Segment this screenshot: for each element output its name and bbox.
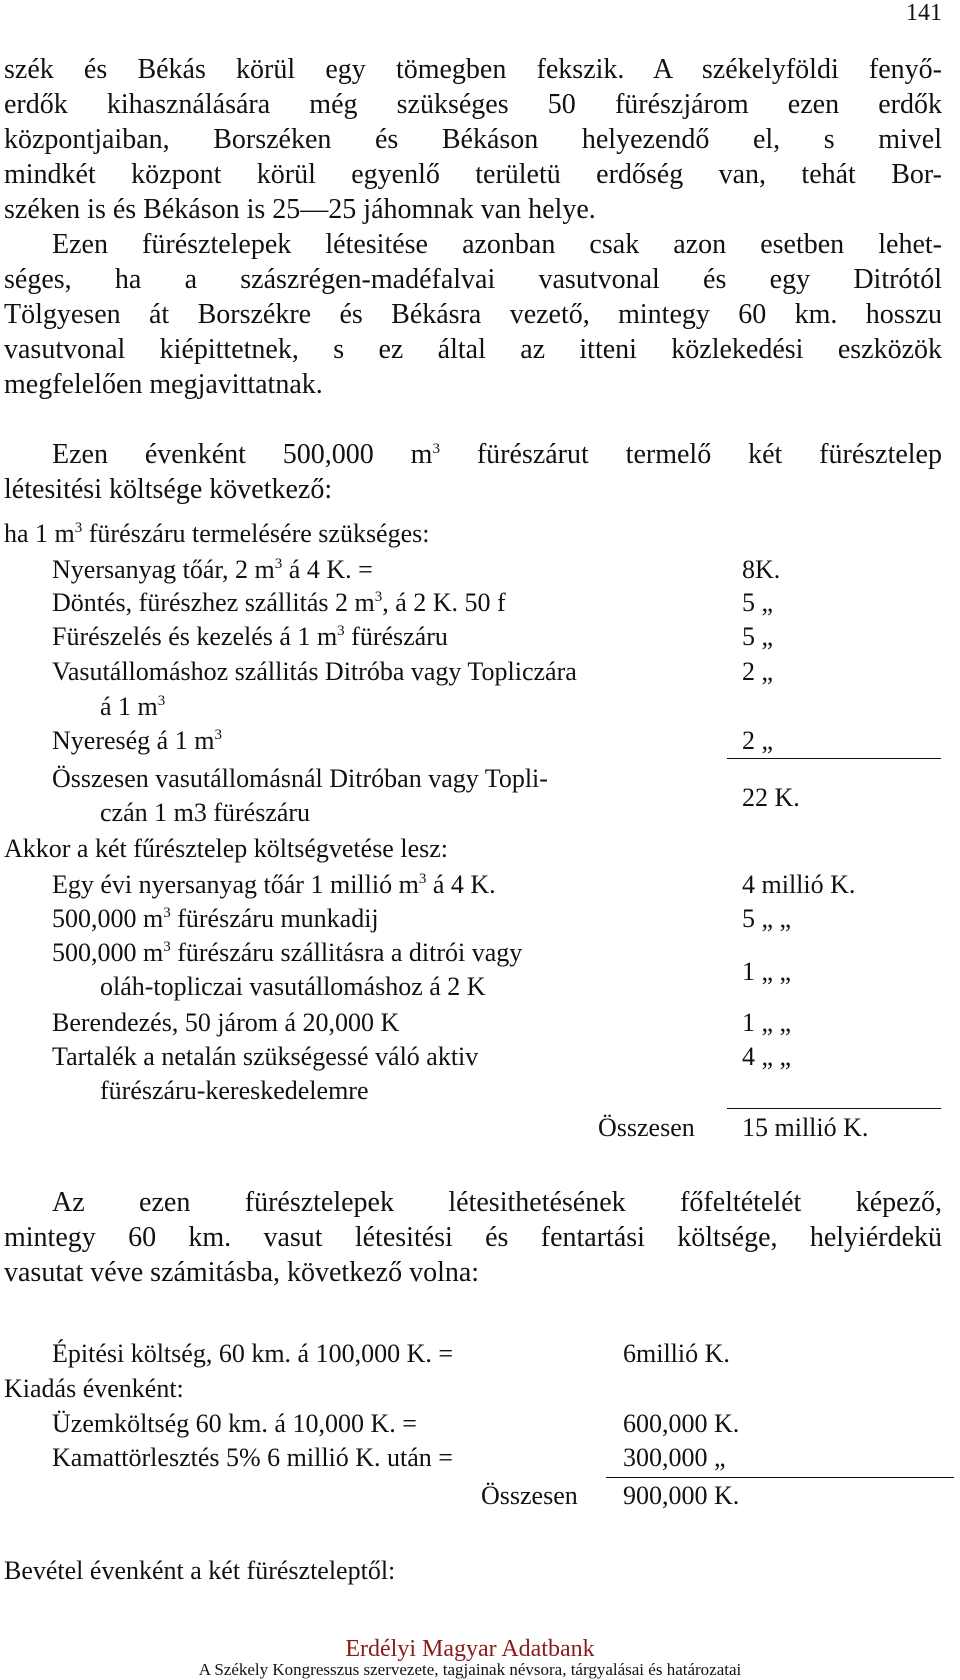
rail-interest-value: 300,000 „ xyxy=(623,1443,726,1472)
budget-row-label: 500,000 $m^3$ fürészáru szállitásra a ditrói vagy xyxy=(52,938,523,967)
rail-total-value: 900,000 K. xyxy=(623,1481,740,1510)
budget-row-label: oláh-topliczai vasutállomáshoz á 2 K xyxy=(100,972,486,1001)
cost-row-value: 5 „ xyxy=(742,588,774,617)
income-line: Bevétel évenként a két fürészteleptől: xyxy=(4,1556,396,1585)
text-line: központjaiban, Borszéken és Békáson helyezendő el, s mivel xyxy=(4,124,942,155)
text-line: Az ezen fürésztelepek létesithetésének főfeltételét képező, xyxy=(52,1187,942,1218)
budget-row-value: 4 „ „ xyxy=(742,1042,792,1071)
rail-build-value: 6millió K. xyxy=(623,1339,730,1368)
text-line: vasutvonal kiépittetnek, s ez által az itteni közlekedési eszközök xyxy=(4,334,942,365)
paragraph-1 xyxy=(4,52,942,227)
cost-row-label: Vasutállomáshoz szállitás Ditróba vagy Topliczára xyxy=(52,657,577,686)
budget-row-label: 500,000 $m^3$ fürészáru munkadij xyxy=(52,904,379,933)
text-line: séges, ha a szászrégen-madéfalvai vasutvonal és egy Ditrótól xyxy=(4,264,942,295)
text-line: vasutat véve számitásba, következő volna: xyxy=(4,1257,480,1288)
text-line: erdők kihasználására még szükséges 50 fürészjárom ezen erdők xyxy=(4,89,942,120)
text-line: megfelelően megjavittatnak. xyxy=(4,369,323,400)
text-line: létesitési költsége következő: xyxy=(4,474,333,505)
cost-row-label: á 1 $m^3$ xyxy=(100,692,166,721)
cost-row-label: Döntés, fürészhez szállitás 2 $m^3$, á 2 K. 50 f xyxy=(52,588,506,617)
cost-row-label: Nyereség á 1 $m^3$ xyxy=(52,726,222,755)
sum-rule xyxy=(606,1477,954,1478)
cost-row-value: 2 „ xyxy=(742,657,774,686)
rail-build-label: Épitési költség, 60 km. á 100,000 K. = xyxy=(52,1339,454,1368)
footer-subtitle: A Székely Kongresszus szervezete, tagjainak névsora, tárgyalásai és határozatai xyxy=(198,1660,742,1679)
rail-yearly-label: Kiadás évenként: xyxy=(4,1374,184,1403)
cost-table-intro: ha 1 $m^3$ fürészáru termelésére szükséges: xyxy=(4,519,430,548)
cost-row-value: 5 „ xyxy=(742,622,774,651)
budget-row-value: 1 „ „ xyxy=(742,957,792,986)
text-line: mintegy 60 km. vasut létesitési és fentartási költsége, helyiérdekü xyxy=(4,1222,942,1253)
cost-row-value: 8K. xyxy=(742,555,781,584)
budget-row-value: 5 „ „ xyxy=(742,904,792,933)
paragraph-4 xyxy=(4,1185,942,1290)
page-number: 141 xyxy=(906,0,942,26)
budget-row-label: fürészáru-kereskedelemre xyxy=(100,1076,369,1105)
budget-row-value: 1 „ „ xyxy=(742,1008,792,1037)
rail-op-value: 600,000 K. xyxy=(623,1409,740,1438)
cost-row-label: Nyersanyag tőár, 2 $m^3$ á 4 K. = xyxy=(52,555,373,584)
text-line: Ezen fürésztelepek létesitése azonban csak azon esetben lehet- xyxy=(52,229,942,260)
budget-table-intro: Akkor a két fűrésztelep költségvetése lesz: xyxy=(4,834,448,863)
budget-row-value: 4 millió K. xyxy=(742,870,856,899)
sum-rule xyxy=(727,1108,941,1109)
paragraph-3 xyxy=(4,437,942,507)
cost-total-label: Összesen vasutállomásnál Ditróban vagy Topli- xyxy=(52,764,548,793)
budget-row-label: Egy évi nyersanyag tőár 1 millió $m^3$ á 4 K. xyxy=(52,870,496,899)
cost-total-value: 22 K. xyxy=(742,783,800,812)
text-line: mindkét központ körül egyenlő területü erdőség van, tehát Bor- xyxy=(4,159,942,190)
cost-total-label: czán 1 m3 fürészáru xyxy=(100,798,311,827)
budget-total-label: Összesen xyxy=(598,1113,695,1142)
text-line: szék és Békás körül egy tömegben fekszik. A székelyföldi fenyő- xyxy=(4,54,942,85)
sum-rule xyxy=(727,758,941,759)
text-line: széken is és Békáson is 25—25 jáhomnak van helye. xyxy=(4,194,596,225)
cost-row-value: 2 „ xyxy=(742,726,774,755)
rail-interest-label: Kamattörlesztés 5% 6 millió K. után = xyxy=(52,1443,453,1472)
paragraph-2 xyxy=(4,227,942,402)
footer-title[interactable]: Erdélyi Magyar Adatbank xyxy=(345,1636,595,1662)
rail-op-label: Üzemköltség 60 km. á 10,000 K. = xyxy=(52,1409,417,1438)
rail-total-label: Összesen xyxy=(481,1481,578,1510)
text-line: Ezen évenként 500,000 $m^3$ fürészárut termelő két fürésztelep xyxy=(52,439,942,470)
budget-row-label: Tartalék a netalán szükségessé váló aktiv xyxy=(52,1042,479,1071)
cost-row-label: Fürészelés és kezelés á 1 $m^3$ fürészáru xyxy=(52,622,448,651)
text-line: Tölgyesen át Borszékre és Békásra vezető, mintegy 60 km. hosszu xyxy=(4,299,942,330)
budget-total-value: 15 millió K. xyxy=(742,1113,869,1142)
budget-row-label: Berendezés, 50 járom á 20,000 K xyxy=(52,1008,400,1037)
